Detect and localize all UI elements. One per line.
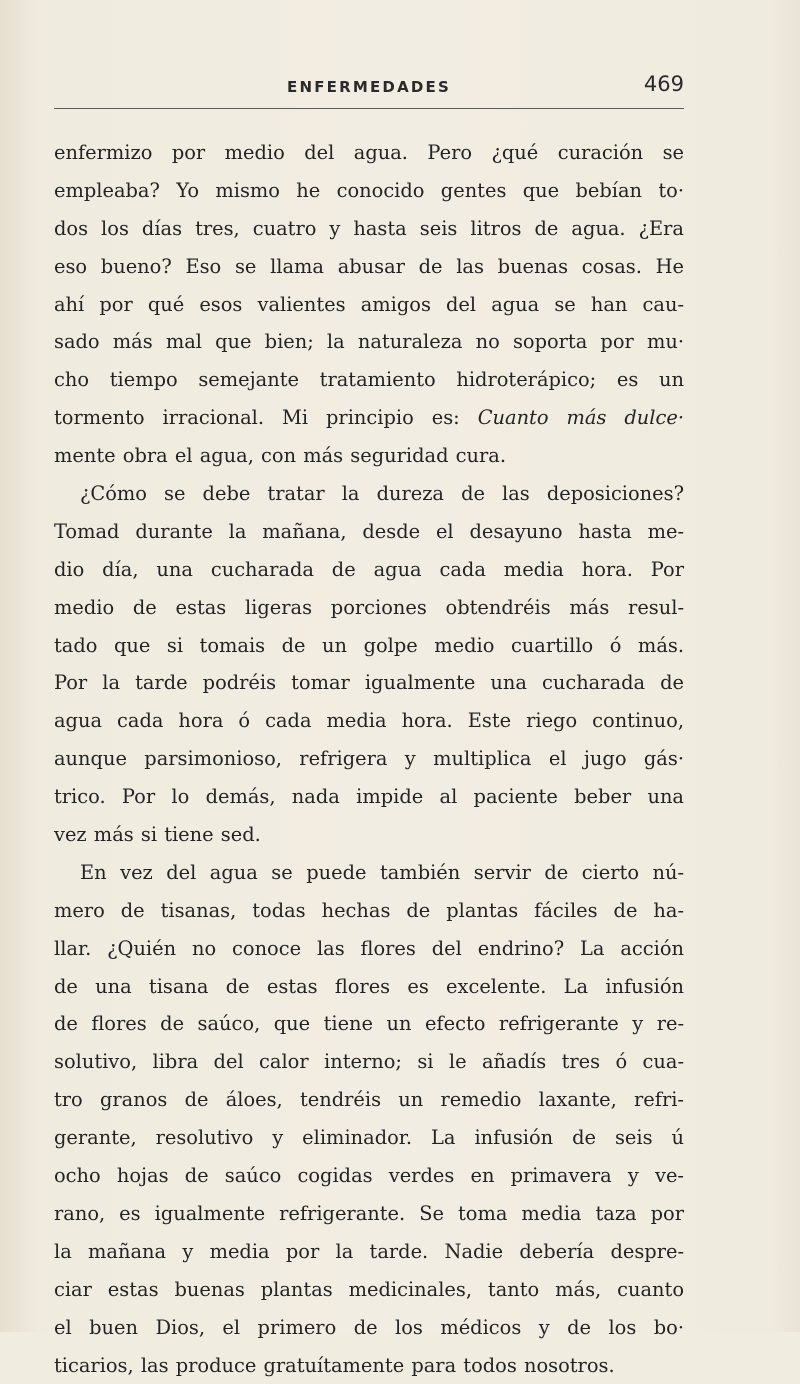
text-line: ocho hojas de saúco cogidas verdes en primavera y ve- [54,1157,684,1195]
header-rule [54,108,684,109]
text-line: rano, es igualmente refrigerante. Se toma media taza por [54,1195,684,1233]
text-line: gerante, resolutivo y eliminador. La infusión de seis ú [54,1119,684,1157]
motto-italic-end: mente obra el agua, con más seguridad cura. [54,437,684,475]
text-line: sado más mal que bien; la naturaleza no soporta por mu· [54,323,684,361]
text-line: agua cada hora ó cada media hora. Este riego continuo, [54,702,684,740]
text-line: solutivo, libra del calor interno; si le añadís tres ó cua- [54,1043,684,1081]
paragraph-start: ¿Cómo se debe tratar la dureza de las deposiciones? [54,475,684,513]
text-line: la mañana y media por la tarde. Nadie debería despre- [54,1233,684,1271]
text-line: cho tiempo semejante tratamiento hidroterápico; es un [54,361,684,399]
text-line: tro granos de áloes, tendréis un remedio laxante, refri- [54,1081,684,1119]
motto-italic-start: Cuanto más dulce· [478,406,684,429]
page-number: 469 [644,72,684,96]
text-line: el buen Dios, el primero de los médicos y de los bo· [54,1309,684,1347]
paragraph-end: vez más si tiene sed. [54,816,684,854]
text-line: Por la tarde podréis tomar igualmente una cucharada de [54,664,684,702]
text-line: mero de tisanas, todas hechas de plantas fáciles de ha- [54,892,684,930]
text-line: dos los días tres, cuatro y hasta seis litros de agua. ¿Era [54,210,684,248]
text-line: de una tisana de estas flores es excelente. La infusión [54,968,684,1006]
running-title: ENFERMEDADES [54,78,684,96]
text-line: empleaba? Yo mismo he conocido gentes que bebían to· [54,172,684,210]
text-line: ciar estas buenas plantas medicinales, tanto más, cuanto [54,1271,684,1309]
text-line: enfermizo por medio del agua. Pero ¿qué curación se [54,134,684,172]
body-text [54,134,684,1384]
running-head [54,72,684,104]
text-line: trico. Por lo demás, nada impide al paciente beber una [54,778,684,816]
paragraph-start: En vez del agua se puede también servir de cierto nú- [54,854,684,892]
text-line: ahí por qué esos valientes amigos del agua se han cau- [54,286,684,324]
text-line: dio día, una cucharada de agua cada media hora. Por [54,551,684,589]
text-line-lead: tormento irracional. Mi principio es: [54,406,460,429]
text-line: Tomad durante la mañana, desde el desayuno hasta me- [54,513,684,551]
text-line: medio de estas ligeras porciones obtendréis más resul- [54,589,684,627]
text-line: eso bueno? Eso se llama abusar de las buenas cosas. He [54,248,684,286]
text-line: llar. ¿Quién no conoce las flores del endrino? La acción [54,930,684,968]
text-line-with-motto [54,399,684,437]
text-line: de flores de saúco, que tiene un efecto refrigerante y re- [54,1005,684,1043]
text-line: tado que si tomais de un golpe medio cuartillo ó más. [54,627,684,665]
paragraph-end: ticarios, las produce gratuítamente para todos nosotros. [54,1347,684,1384]
text-line: aunque parsimonioso, refrigera y multiplica el jugo gás· [54,740,684,778]
